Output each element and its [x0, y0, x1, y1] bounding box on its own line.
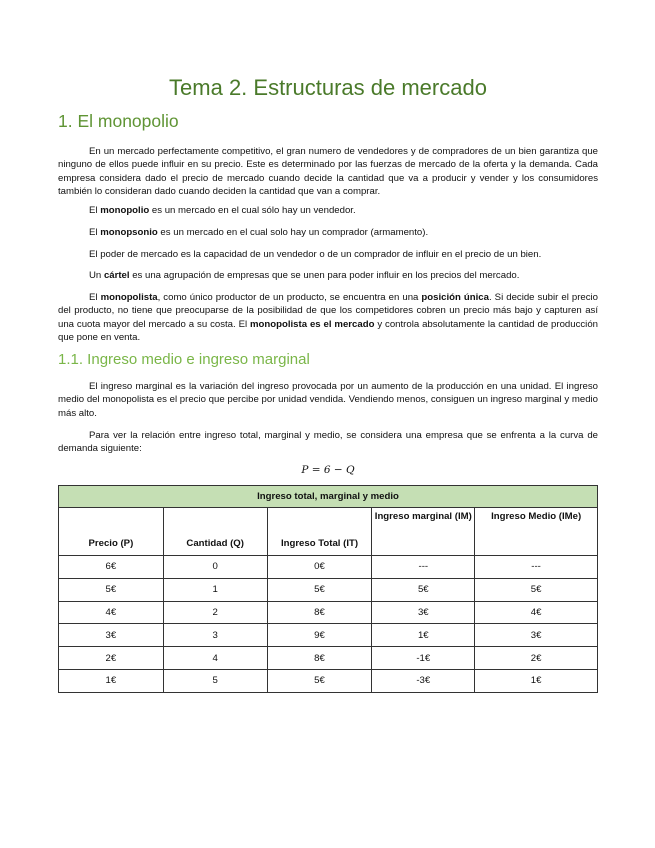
table-cell: 5€ [59, 578, 164, 601]
table-row [59, 556, 598, 579]
table-row [59, 669, 598, 692]
table-cell: 6€ [59, 556, 164, 579]
revenue-table [58, 485, 598, 693]
table-cell: 2€ [59, 647, 164, 670]
document-title: Tema 2. Estructuras de mercado [169, 75, 487, 100]
paragraph-monopolio-def: El monopolio es un mercado en el cual sólo hay un vendedor. [89, 205, 356, 216]
paragraph-relacion: Para ver la relación entre ingreso total, marginal y medio, se considera una empresa que se enfrenta a la curva de demanda siguiente: [58, 430, 598, 455]
table-cell: 2€ [475, 647, 598, 670]
table-cell: --- [475, 556, 598, 579]
table-cell: 0€ [267, 556, 372, 579]
section-heading-monopolio: 1. El monopolio [58, 111, 179, 131]
table-cell: --- [372, 556, 475, 579]
table-caption: Ingreso total, marginal y medio [59, 486, 598, 508]
table-row [59, 578, 598, 601]
table-cell: 1€ [475, 669, 598, 692]
table-cell: 3€ [59, 624, 164, 647]
table-cell: 8€ [267, 601, 372, 624]
table-cell: -1€ [372, 647, 475, 670]
table-cell: 1€ [372, 624, 475, 647]
table-cell: 5€ [475, 578, 598, 601]
table-cell: 4€ [475, 601, 598, 624]
table-cell: 5€ [267, 669, 372, 692]
table-cell: 3€ [475, 624, 598, 647]
table-cell: 1€ [59, 669, 164, 692]
paragraph-monopolista: El monopolista, como único productor de un producto, se encuentra en una posición única. Si decide subir el precio del producto, no tiene que preocuparse de la posibilidad de que los competidores cobren un precio más bajo y capturen así una cuota mayor del mercado a su costa. El monopolista es el mercado y controla absolutamente la cantidad de producción que pone en venta. [58, 292, 599, 343]
column-header: Precio (P) [59, 508, 164, 556]
table-cell: 5€ [267, 578, 372, 601]
table-cell: -3€ [372, 669, 475, 692]
table-header-row [59, 508, 598, 556]
table-row [59, 624, 598, 647]
table-cell: 5 [163, 669, 267, 692]
paragraph-intro: En un mercado perfectamente competitivo, el gran numero de vendedores y de compradores de un bien garantiza que ninguno de ellos puede influir en su precio. Este es determinado por las fuerzas de mercado de la oferta y la demanda. Cada empresa considera dado el precio de mercado cuando decide la cantidad que va a producir y vender y los consumidores también lo consideran dado cuando deciden la cantidad que van a comprar. [58, 146, 598, 197]
table-cell: 2 [163, 601, 267, 624]
table-cell: 3€ [372, 601, 475, 624]
paragraph-monopsonio-def: El monopsonio es un mercado en el cual solo hay un comprador (armamento). [89, 227, 429, 238]
subsection-heading-ingreso: 1.1. Ingreso medio e ingreso marginal [58, 351, 310, 368]
table-cell: 0 [163, 556, 267, 579]
column-header: Ingreso marginal (IM) [372, 508, 475, 556]
column-header: Ingreso Medio (IMe) [475, 508, 598, 556]
table-row [59, 647, 598, 670]
column-header: Ingreso Total (IT) [267, 508, 372, 556]
paragraph-cartel-def: Un cártel es una agrupación de empresas que se unen para poder influir en los precios del mercado. [89, 270, 520, 281]
table-cell: 8€ [267, 647, 372, 670]
table-cell: 4€ [59, 601, 164, 624]
paragraph-poder-mercado: El poder de mercado es la capacidad de un vendedor o de un comprador de influir en el precio de un bien. [89, 249, 542, 260]
paragraph-ingreso-marginal: El ingreso marginal es la variación del ingreso provocada por un aumento de la producción en una unidad. El ingreso medio del monopolista es el precio que percibe por unidad vendida. Vendiendo menos, consiguen un ingreso marginal y medio más alto. [58, 381, 598, 419]
table-cell: 5€ [372, 578, 475, 601]
column-header: Cantidad (Q) [163, 508, 267, 556]
table-cell: 3 [163, 624, 267, 647]
demand-formula: P = 6 − Q [301, 464, 355, 476]
table-cell: 1 [163, 578, 267, 601]
table-row [59, 601, 598, 624]
table-cell: 9€ [267, 624, 372, 647]
table-caption-row [59, 486, 598, 508]
table-cell: 4 [163, 647, 267, 670]
